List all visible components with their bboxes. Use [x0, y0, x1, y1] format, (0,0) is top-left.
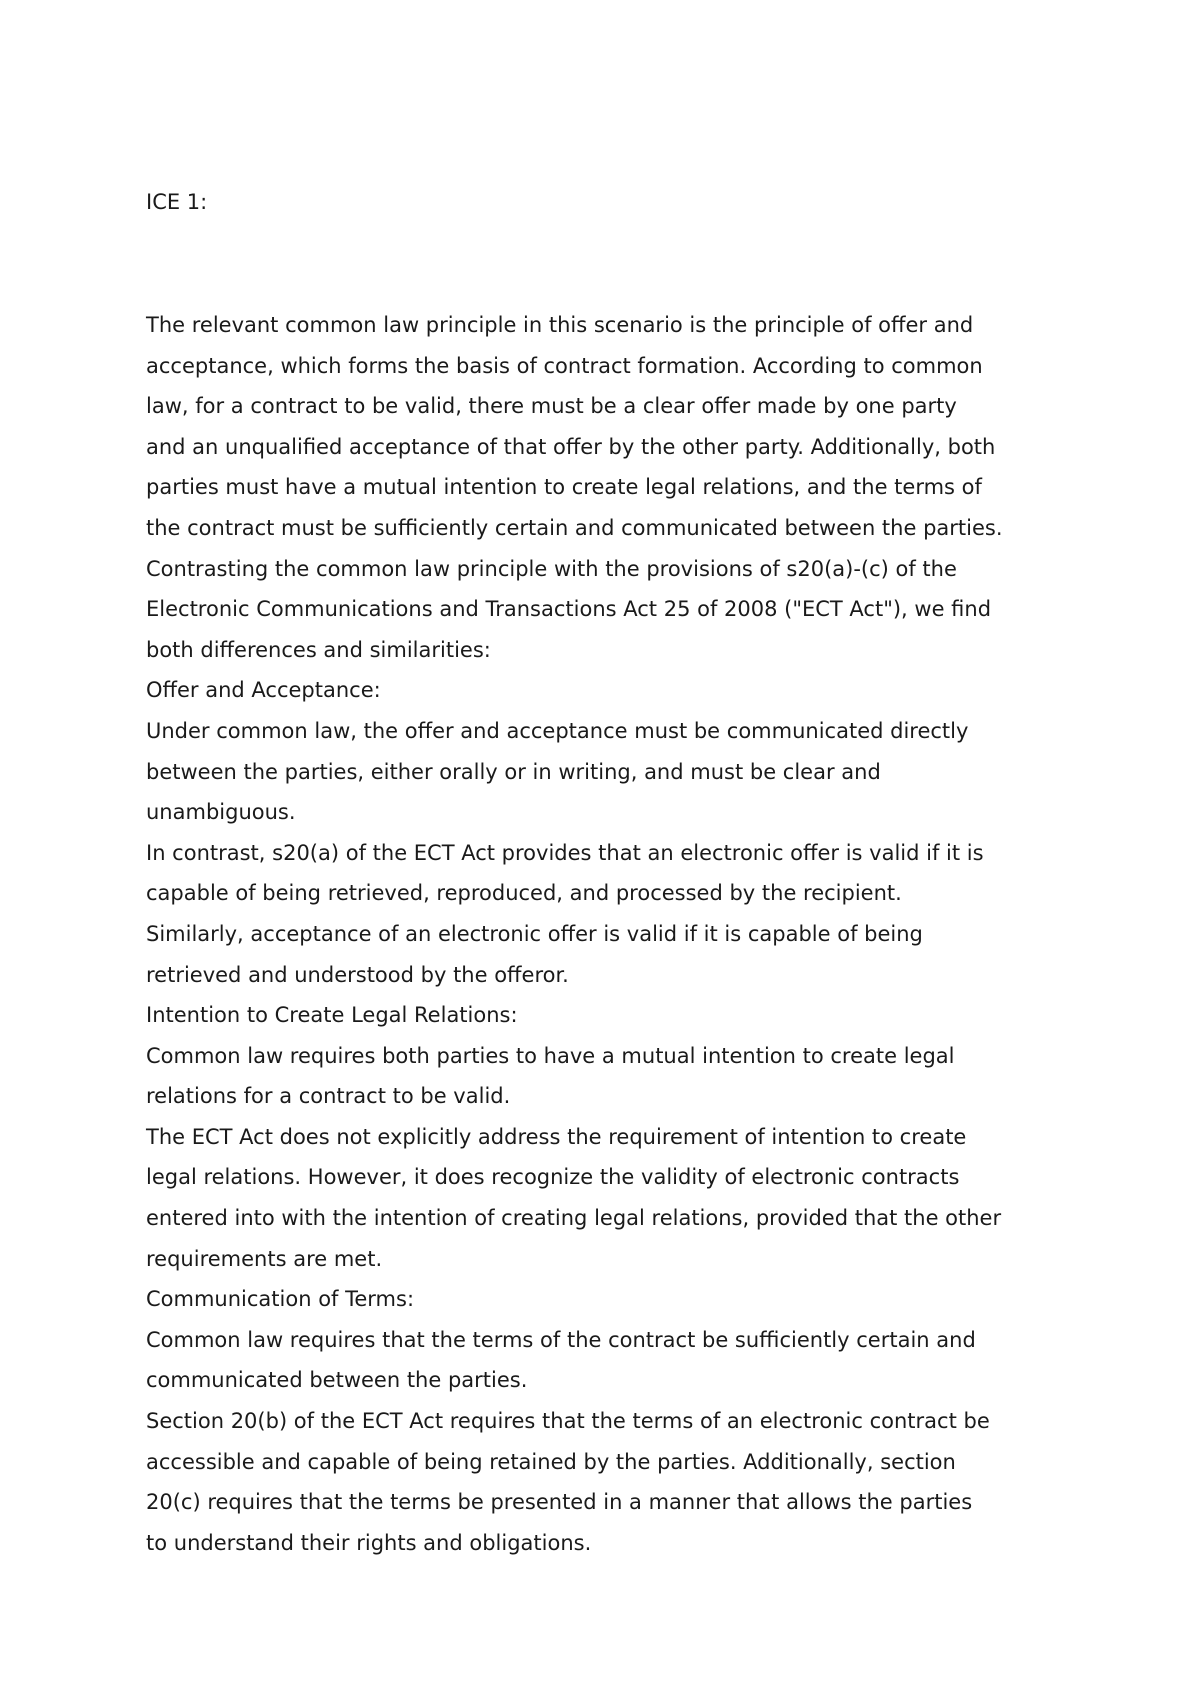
- text-line: Section 20(b) of the ECT Act requires that the terms of an electronic contract be: [146, 1409, 990, 1434]
- text-line: The ECT Act does not explicitly address the requirement of intention to create: [146, 1124, 967, 1149]
- text-line: relations for a contract to be valid.: [146, 1084, 511, 1109]
- text-line: requirements are met.: [146, 1246, 383, 1271]
- text-line: Electronic Communications and Transactions Act 25 of 2008 ("ECT Act"), we find: [146, 597, 992, 622]
- text-line: both differences and similarities:: [146, 637, 491, 662]
- text-line: between the parties, either orally or in writing, and must be clear and: [146, 759, 881, 784]
- text-line: 20(c) requires that the terms be presented in a manner that allows the parties: [146, 1490, 973, 1515]
- text-line: acceptance, which forms the basis of contract formation. According to common: [146, 353, 983, 378]
- text-line: parties must have a mutual intention to create legal relations, and the terms of: [146, 475, 982, 500]
- section-heading-communication-of-terms: Communication of Terms:: [146, 1287, 415, 1312]
- text-line: Similarly, acceptance of an electronic offer is valid if it is capable of being: [146, 921, 923, 946]
- text-line: retrieved and understood by the offeror.: [146, 962, 569, 987]
- section-heading-intention: Intention to Create Legal Relations:: [146, 1003, 518, 1028]
- text-line: capable of being retrieved, reproduced, and processed by the recipient.: [146, 881, 902, 906]
- text-line: entered into with the intention of creating legal relations, provided that the other: [146, 1206, 1002, 1231]
- text-line: the contract must be sufficiently certain and communicated between the parties.: [146, 515, 1003, 540]
- text-line: Contrasting the common law principle with the provisions of s20(a)-(c) of the: [146, 556, 957, 581]
- text-line: unambiguous.: [146, 800, 296, 825]
- text-line: Common law requires both parties to have a mutual intention to create legal: [146, 1043, 955, 1068]
- text-line: Under common law, the offer and acceptance must be communicated directly: [146, 718, 969, 743]
- document-heading: ICE 1:: [146, 190, 208, 214]
- text-line: accessible and capable of being retained by the parties. Additionally, section: [146, 1449, 956, 1474]
- text-line: The relevant common law principle in this scenario is the principle of offer and: [146, 313, 974, 337]
- text-line: In contrast, s20(a) of the ECT Act provides that an electronic offer is valid if it is: [146, 840, 984, 865]
- text-line: communicated between the parties.: [146, 1368, 528, 1393]
- text-line: Common law requires that the terms of the contract be sufficiently certain and: [146, 1327, 976, 1352]
- text-line: law, for a contract to be valid, there must be a clear offer made by one party: [146, 394, 957, 419]
- text-line: legal relations. However, it does recognize the validity of electronic contracts: [146, 1165, 960, 1190]
- text-line: and an unqualified acceptance of that offer by the other party. Additionally, both: [146, 434, 996, 459]
- text-line: to understand their rights and obligations.: [146, 1530, 592, 1555]
- section-heading-offer-and-acceptance: Offer and Acceptance:: [146, 678, 381, 703]
- document-body: [146, 305, 1066, 1563]
